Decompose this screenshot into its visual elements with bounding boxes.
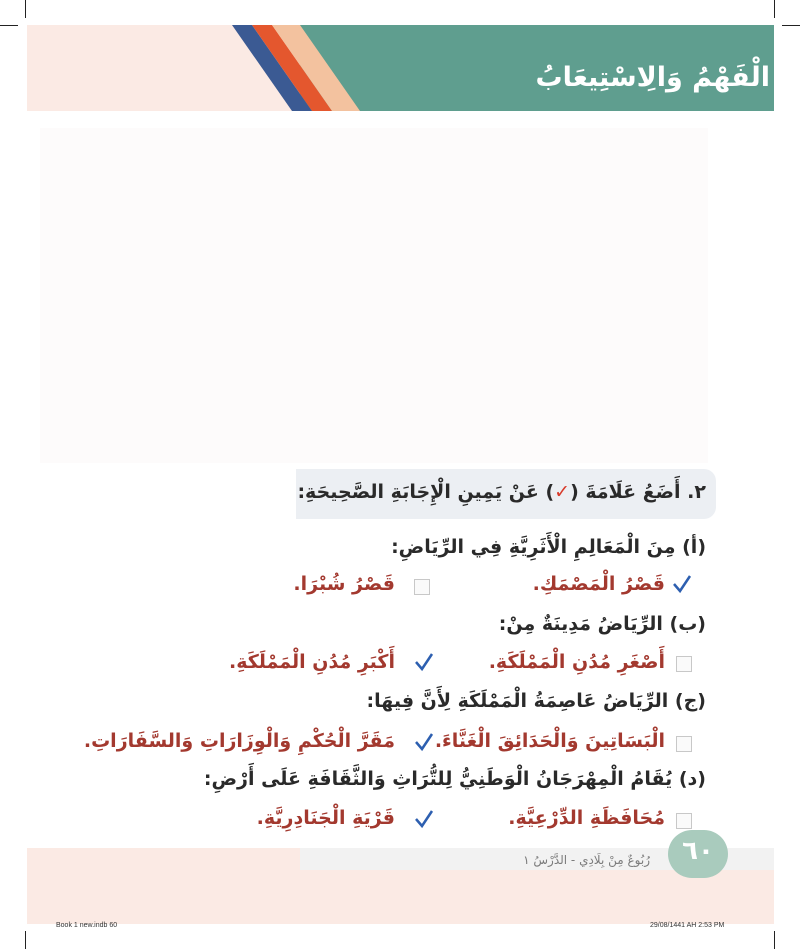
section-title: الْفَهْمُ وَالِاسْتِيعَابُ <box>535 62 770 93</box>
crop-mark <box>25 0 26 18</box>
question-title <box>297 481 706 503</box>
question-prompt-c: (ج) الرِّيَاضُ عَاصِمَةُ الْمَمْلَكَةِ لِأَنَّ فِيهَا: <box>366 690 706 712</box>
option-d-right: مُحَافَظَةِ الدِّرْعِيَّةِ. <box>508 807 665 829</box>
content-area <box>40 128 708 463</box>
question-prompt-b: (ب) الرِّيَاضُ مَدِينَةٌ مِنْ: <box>498 613 706 635</box>
print-slug-file: Book 1 new.indb 60 <box>56 922 118 929</box>
print-slug-date: 29/08/1441 AH 2:53 PM <box>650 922 725 929</box>
question-prompt-a: (أ) مِنَ الْمَعَالِمِ الْأَثَرِيَّةِ فِي الرِّيَاضِ: <box>391 536 706 558</box>
option-a-right: قَصْرُ الْمَصْمَكِ. <box>532 573 665 595</box>
check-icon[interactable] <box>414 809 434 829</box>
question-prompt-d: (د) يُقَامُ الْمِهْرَجَانُ الْوَطَنِيُّ لِلتُّرَاثِ وَالثَّقَافَةِ عَلَى أَرْضِ: <box>203 768 706 790</box>
check-icon[interactable] <box>414 652 434 672</box>
option-a-left: قَصْرُ شُبْرَا. <box>293 573 395 595</box>
question-title-after: ) عَنْ يَمِينِ الْإِجَابَةِ الصَّحِيحَةِ: <box>297 481 555 503</box>
checkbox-empty[interactable] <box>414 579 430 595</box>
crop-mark <box>0 25 18 26</box>
checkbox-empty[interactable] <box>676 656 692 672</box>
footer-lesson-label: رُبُوعٌ مِنْ بِلَادِي - الدَّرْسُ ١ <box>523 853 650 867</box>
option-c-right: الْبَسَاتِينَ وَالْحَدَائِقَ الْغَنَّاءَ. <box>434 730 665 752</box>
question-title-before: ٢. أَضَعُ عَلَامَةَ ( <box>570 481 706 503</box>
checkbox-empty[interactable] <box>676 736 692 752</box>
option-c-left: مَقَرَّ الْحُكْمِ وَالْوِزَارَاتِ وَالسَّفَارَاتِ. <box>83 730 395 752</box>
crop-mark <box>774 931 775 949</box>
option-d-left: قَرْيَةِ الْجَنَادِرِيَّةِ. <box>256 807 395 829</box>
crop-mark <box>782 25 800 26</box>
check-icon[interactable] <box>414 732 434 752</box>
decorative-stripes <box>220 25 360 111</box>
crop-mark <box>25 931 26 949</box>
crop-mark <box>774 0 775 18</box>
option-b-left: أَكْبَرِ مُدُنِ الْمَمْلَكَةِ. <box>229 651 395 673</box>
option-b-right: أَصْغَرِ مُدُنِ الْمَمْلَكَةِ. <box>488 651 665 673</box>
check-icon[interactable] <box>672 574 692 594</box>
red-check-mark: ✓ <box>554 481 571 503</box>
page-number: ٦٠ <box>682 836 714 866</box>
checkbox-empty[interactable] <box>676 813 692 829</box>
